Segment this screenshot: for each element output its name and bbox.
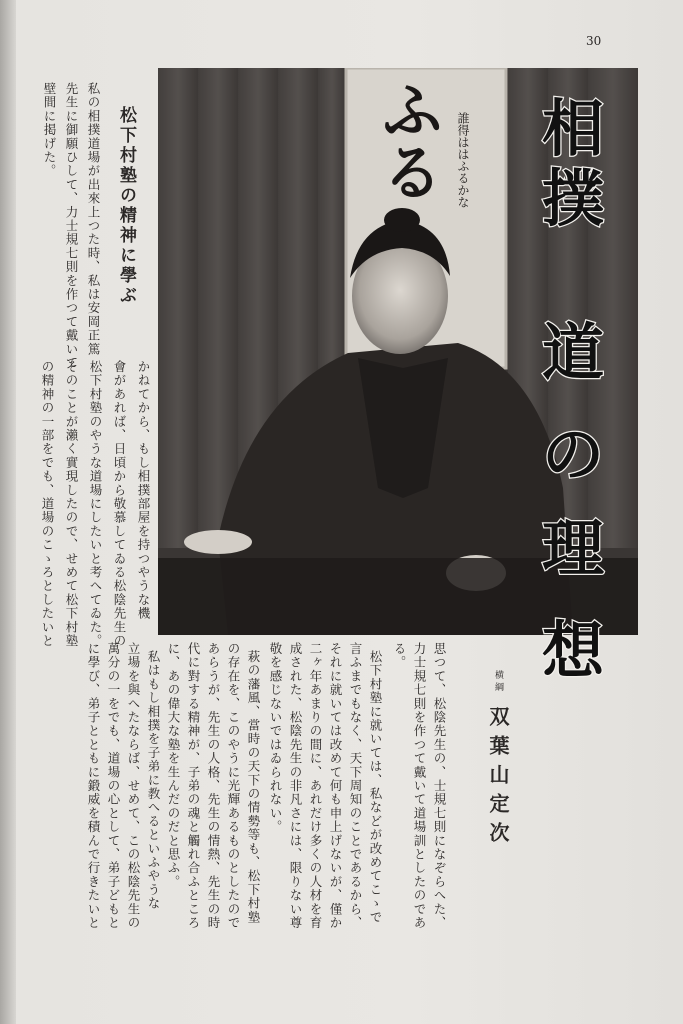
- text-column: あらうが、先生の人格、先生の情熱、先生の時: [206, 642, 221, 930]
- title-char-3: 道: [542, 316, 605, 389]
- text-column: 敬を感じないではゐられない。: [268, 642, 283, 834]
- title-char-4: の: [542, 418, 605, 491]
- page-number: 30: [586, 34, 602, 48]
- text-column: 代に對する精神が、子弟の魂と觸れ合ふところ: [186, 642, 201, 930]
- text-column: 萩の藩風、當時の天下の情勢等も、松下村塾: [246, 650, 261, 924]
- scroll-inscription: 誰得ははふるかな: [456, 112, 470, 208]
- text-column: の精神の一部をでも、道場のこゝろとしたいと: [40, 360, 55, 648]
- text-column: の存在を、このやうに光輝あるものとしたので: [226, 642, 241, 930]
- title-char-5: 理: [542, 512, 605, 585]
- text-column: そのことが瀨く實現したので、せめて松下村塾: [64, 360, 79, 648]
- text-column: 萬分の一をでも、道場の心として、弟子どもと: [106, 642, 121, 930]
- text-column: る。: [392, 642, 407, 670]
- author-label: 横綱: [493, 670, 503, 694]
- text-column: それに就いては改めて何も申上げないが、僅か: [328, 642, 343, 930]
- scroll-calligraphy: ふる: [371, 78, 444, 202]
- text-column: 會があれば、日頃から敬慕してゐる松陰先生の: [112, 360, 127, 648]
- text-column: に學び、弟子とともに鍛威を積んで行きたいと: [86, 642, 101, 930]
- author-name: 双葉山定次: [486, 706, 510, 851]
- text-column: 成された、松陰先生の非凡さには、限りない尊: [288, 642, 303, 930]
- text-column: 松下村塾に就いては、私などが改めてこゝで: [368, 650, 383, 924]
- title-char-2: 撲: [542, 162, 605, 235]
- text-column: 私はもし相撲を子弟に教へるといふやうな: [146, 650, 161, 911]
- text-column: 松下村塾のやうな道場にしたいと考へてゐた。: [88, 360, 103, 648]
- text-column: に、あの偉大な塾を生んだのだと思ふ。: [166, 642, 181, 889]
- text-column: 先生に御願ひして、力士規七則を作つて戴いて: [64, 82, 79, 370]
- text-column: 言ふまでもなく、天下周知のことであるから、: [348, 642, 363, 930]
- binding-gutter: [0, 0, 16, 1024]
- text-column: 思つて、松陰先生の、士規七則になぞらへた、: [432, 642, 447, 930]
- text-column: かねてから、もし相撲部屋を持つやうな機: [136, 360, 151, 621]
- title-char-6: 想: [542, 614, 605, 687]
- text-column: 立場を與へたならば、せめて、この松陰先生の: [126, 642, 141, 930]
- text-column: 壁間に掲げた。: [42, 82, 57, 178]
- title-char-1: 相: [542, 92, 605, 165]
- text-column: 私の相撲道場が出來上つた時、私は安岡正篤: [86, 82, 101, 356]
- text-column: 力士規七則を作つて戴いて道場訓としたのであ: [412, 642, 427, 930]
- article-subtitle: 松下村塾の精神に學ぶ: [116, 106, 136, 306]
- text-column: 二ヶ年あまりの間に、あれだけ多くの人材を育: [308, 642, 323, 930]
